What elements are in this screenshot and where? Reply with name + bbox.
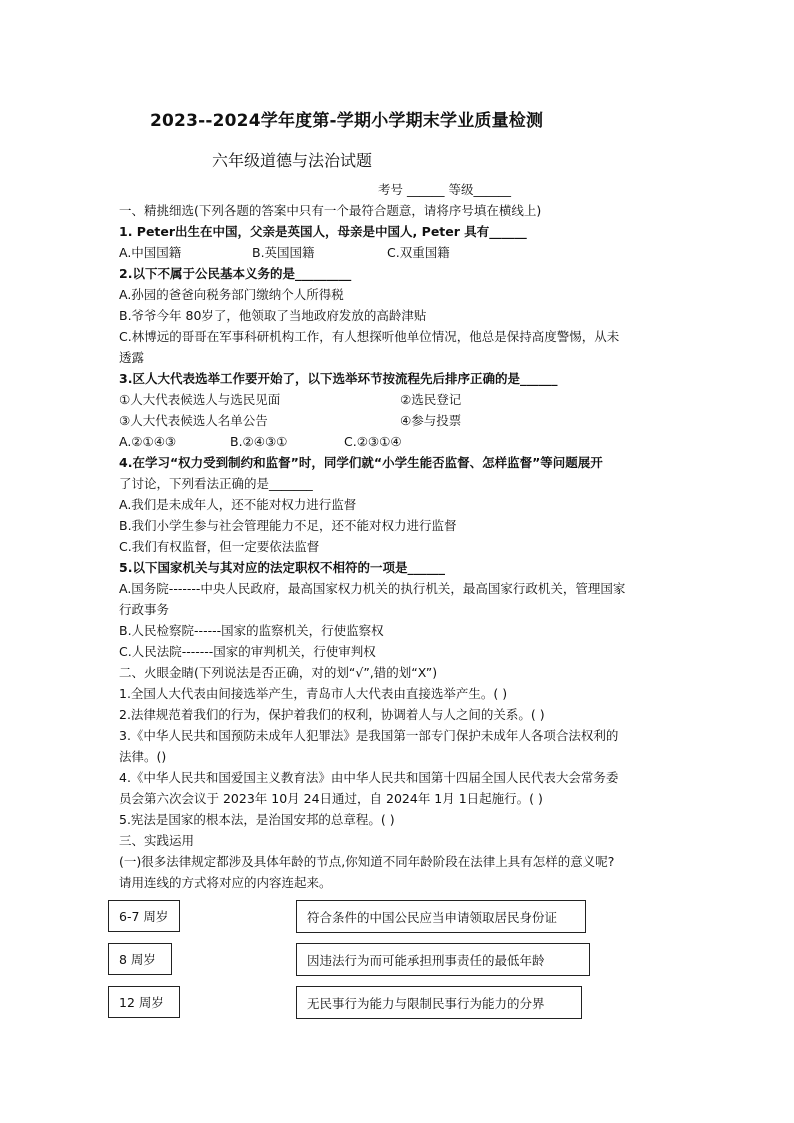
page-title: 2023--2024学年度第-学期小学期末学业质量检测: [150, 111, 544, 131]
q3-item-1: ①人大代表候选人与选民见面: [119, 392, 281, 407]
q1-stem: 1. Peter出生在中国，父亲是英国人，母亲是中国人, Peter 具有______: [119, 224, 527, 239]
q5-option-c: C.人民法院-------国家的审判机关，行使审判权: [119, 644, 376, 659]
section3-intro-line2: 请用连线的方式将对应的内容连起来。: [119, 875, 332, 890]
section3-intro-line1: (一)很多法律规定都涉及具体年龄的节点,你知道不同年龄阶段在法律上具有怎样的意义呢?: [119, 854, 615, 869]
q2-option-c-line2: 透露: [119, 350, 145, 365]
tf-statement-4-line1: 4.《中华人民共和国爱国主义教育法》由中华人民共和国第十四届全国人民代表大会常务委: [119, 770, 619, 785]
age-box-8[interactable]: 8 周岁: [108, 943, 172, 975]
page-subtitle: 六年级道德与法治试题: [212, 151, 373, 170]
exam-number-grade: 考号 ______ 等级______: [378, 182, 511, 197]
q2-option-a: A.孙园的爸爸向税务部门缴纳个人所得税: [119, 287, 344, 302]
q3-item-2: ②选民登记: [400, 392, 462, 407]
q5-option-b: B.人民检察院------国家的监察机关，行使监察权: [119, 623, 384, 638]
q3-stem: 3.区人大代表选举工作要开始了，以下选举环节按流程先后排序正确的是______: [119, 371, 558, 386]
q4-option-b: B.我们小学生参与社会管理能力不足，还不能对权力进行监督: [119, 518, 457, 533]
q2-option-c-line1: C.林博远的哥哥在军事科研机构工作，有人想探听他单位情况，他总是保持高度警惕，从未: [119, 329, 620, 344]
q3-option-a: A.②①④③: [119, 434, 177, 449]
q4-stem-line1: 4.在学习“权力受到制约和监督”时，同学们就“小学生能否监督、怎样监督”等问题展开: [119, 455, 603, 470]
q2-option-b: B.爷爷今年 80岁了，他领取了当地政府发放的高龄津贴: [119, 308, 427, 323]
q1-option-b: B.英国国籍: [252, 245, 315, 260]
tf-statement-5: 5.宪法是国家的根本法，是治国安邦的总章程。( ): [119, 812, 395, 827]
q3-option-c: C.②③①④: [344, 434, 402, 449]
section2-heading: 二、火眼金睛(下列说法是否正确，对的划“√”,错的划“X”): [119, 665, 438, 680]
section3-heading: 三、实践运用: [119, 833, 195, 848]
tf-statement-3-line1: 3.《中华人民共和国预防未成年人犯罪法》是我国第一部专门保护未成年人各项合法权利的: [119, 728, 619, 743]
q3-option-b: B.②④③①: [230, 434, 288, 449]
q4-stem-line2: 了讨论，下列看法正确的是_______: [119, 476, 313, 491]
q5-option-a-line1: A.国务院-------中央人民政府，最高国家权力机关的执行机关，最高国家行政机关，管理国家: [119, 581, 626, 596]
section1-heading: 一、精挑细选(下列各题的答案中只有一个最符合题意，请将序号填在横线上): [119, 203, 542, 218]
q4-option-a: A.我们是未成年人，还不能对权力进行监督: [119, 497, 357, 512]
q1-option-c: C.双重国籍: [387, 245, 450, 260]
meaning-box-civil-capacity[interactable]: 无民事行为能力与限制民事行为能力的分界: [296, 986, 582, 1019]
q3-item-4: ④参与投票: [400, 413, 462, 428]
q4-option-c: C.我们有权监督，但一定要依法监督: [119, 539, 320, 554]
q3-item-3: ③人大代表候选人名单公告: [119, 413, 268, 428]
q1-option-a: A.中国国籍: [119, 245, 182, 260]
q5-option-a-line2: 行政事务: [119, 602, 170, 617]
tf-statement-2: 2.法律规范着我们的行为，保护着我们的权利，协调着人与人之间的关系。( ): [119, 707, 545, 722]
q2-stem: 2.以下不属于公民基本义务的是_________: [119, 266, 352, 281]
meaning-box-id-card[interactable]: 符合条件的中国公民应当申请领取居民身份证: [296, 900, 586, 933]
q5-stem: 5.以下国家机关与其对应的法定职权不相符的一项是______: [119, 560, 445, 575]
age-box-6-7[interactable]: 6-7 周岁: [108, 900, 180, 932]
meaning-box-criminal-age[interactable]: 因违法行为而可能承担刑事责任的最低年龄: [296, 943, 590, 976]
age-box-12[interactable]: 12 周岁: [108, 986, 180, 1018]
tf-statement-4-line2: 员会第六次会议于 2023年 10月 24日通过，自 2024年 1月 1日起施行。( ): [119, 791, 543, 806]
tf-statement-1: 1.全国人大代表由间接选举产生，青岛市人大代表由直接选举产生。( ): [119, 686, 508, 701]
tf-statement-3-line2: 法律。(): [119, 749, 167, 764]
